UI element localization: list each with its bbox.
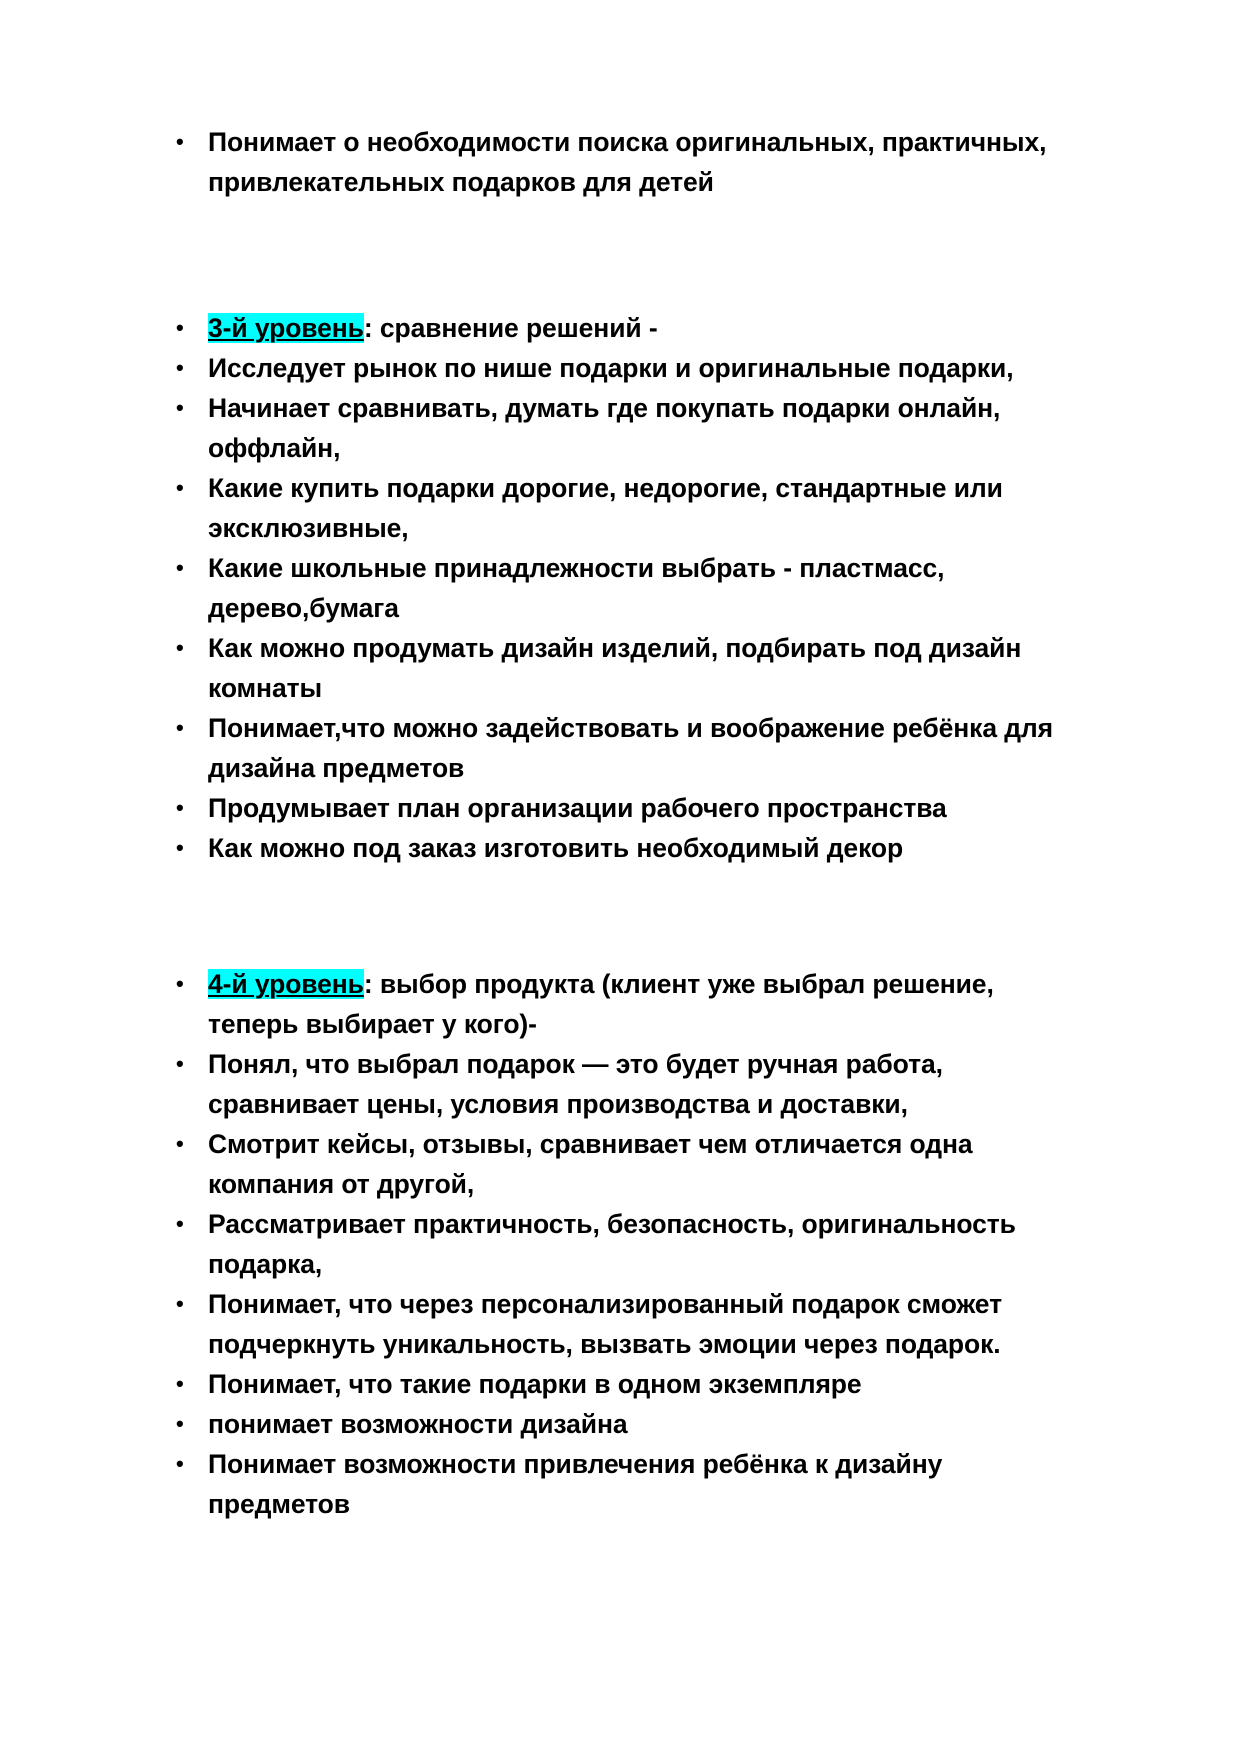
list-item-level-4-heading xyxy=(168,964,1088,1044)
list-item xyxy=(168,1044,1088,1124)
list-item-text: Понимает,что можно задействовать и воображение ребёнка для дизайна предметов xyxy=(208,713,1054,783)
list-item-text: Как можно под заказ изготовить необходимый декор xyxy=(208,833,904,863)
section-spacer xyxy=(168,202,1088,308)
bullet-list-level-3 xyxy=(168,308,1088,868)
list-item xyxy=(168,1444,1088,1524)
list-item xyxy=(168,708,1088,788)
bullet-list-intro xyxy=(168,122,1088,202)
list-item-text: Понял, что выбрал подарок — это будет ручная работа, сравнивает цены, условия производства и доставки, xyxy=(208,1049,943,1119)
list-item xyxy=(168,788,1088,828)
list-item-text: : сравнение решений - xyxy=(363,313,658,343)
highlight-level-3-label: 3-й уровень xyxy=(208,313,364,343)
list-item-text: Начинает сравнивать, думать где покупать подарки онлайн, оффлайн, xyxy=(208,393,1001,463)
list-item xyxy=(168,1204,1088,1284)
document-body xyxy=(168,122,1088,1524)
list-item-text: Как можно продумать дизайн изделий, подбирать под дизайн комнаты xyxy=(208,633,1022,703)
list-item xyxy=(168,1404,1088,1444)
list-item-text: Смотрит кейсы, отзывы, сравнивает чем отличается одна компания от другой, xyxy=(208,1129,973,1199)
list-item-text: понимает возможности дизайна xyxy=(208,1409,628,1439)
list-item xyxy=(168,1364,1088,1404)
list-item xyxy=(168,548,1088,628)
list-item xyxy=(168,1284,1088,1364)
list-item xyxy=(168,122,1088,202)
list-item-text: : выбор продукта (клиент уже выбрал решение, теперь выбирает у кого)- xyxy=(208,969,994,1039)
list-item xyxy=(168,348,1088,388)
list-item xyxy=(168,468,1088,548)
list-item xyxy=(168,1124,1088,1204)
list-item-text: Понимает возможности привлечения ребёнка к дизайну предметов xyxy=(208,1449,943,1519)
list-item-text: Рассматривает практичность, безопасность, оригинальность подарка, xyxy=(208,1209,1016,1279)
list-item xyxy=(168,388,1088,468)
list-item-level-3-heading xyxy=(168,308,1088,348)
list-item xyxy=(168,628,1088,708)
list-item-text: Понимает, что такие подарки в одном экземпляре xyxy=(208,1369,862,1399)
list-item-text: Какие купить подарки дорогие, недорогие, стандартные или эксклюзивные, xyxy=(208,473,1003,543)
bullet-list-level-4 xyxy=(168,964,1088,1524)
highlight-level-4-label: 4-й уровень xyxy=(208,969,364,999)
list-item-text: Какие школьные принадлежности выбрать - пластмасс, дерево,бумага xyxy=(208,553,945,623)
list-item-text: Исследует рынок по нише подарки и оригинальные подарки, xyxy=(208,353,1014,383)
list-item xyxy=(168,828,1088,868)
list-item-text: Понимает о необходимости поиска оригинальных, практичных, привлекательных подарков для детей xyxy=(208,127,1047,197)
section-spacer xyxy=(168,868,1088,964)
list-item-text: Продумывает план организации рабочего пространства xyxy=(208,793,947,823)
list-item-text: Понимает, что через персонализированный подарок сможет подчеркнуть уникальность, вызвать эмоции через подарок. xyxy=(208,1289,1002,1359)
